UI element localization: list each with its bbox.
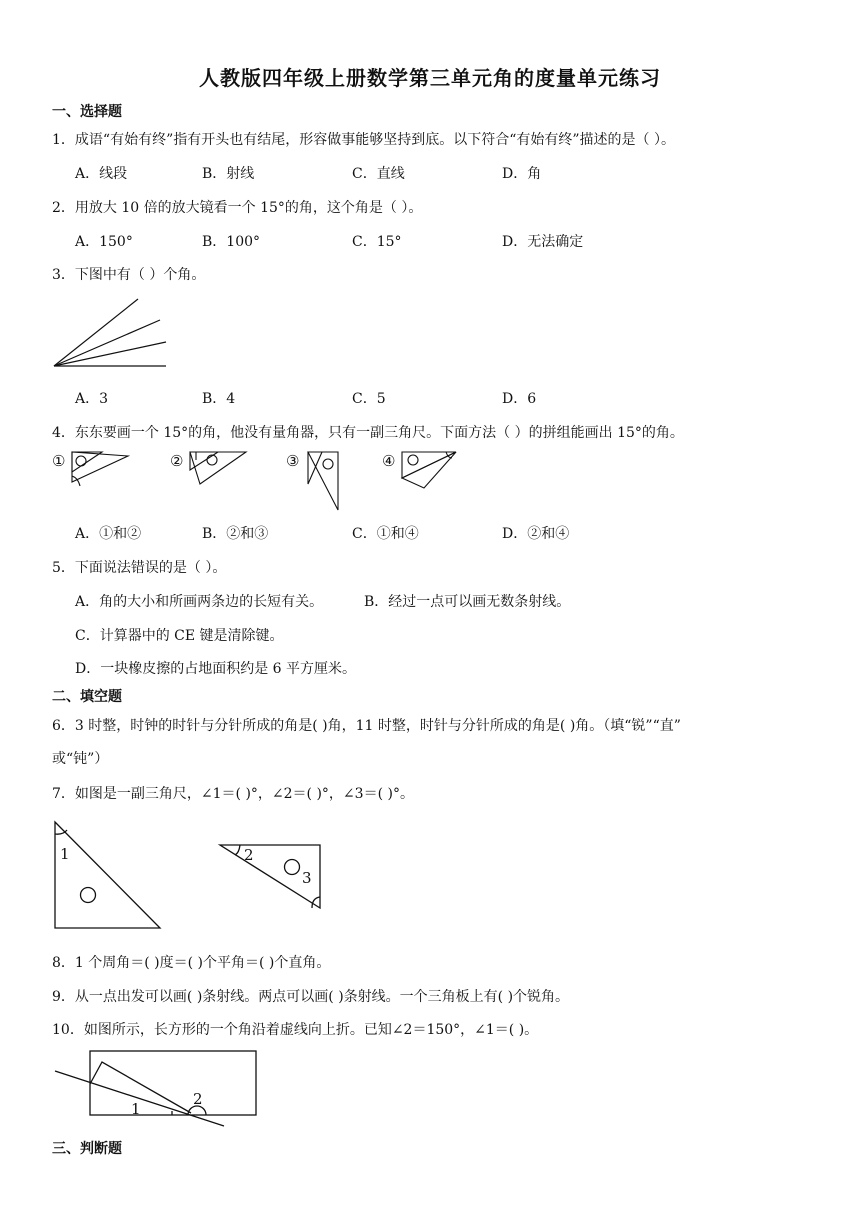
q4-option-a[interactable]: A．①和② [75,526,142,542]
question-3-text: 3．下图中有（ ）个角。 [52,267,206,283]
q1-option-a[interactable]: A．线段 [75,166,128,182]
q5-option-b[interactable]: B．经过一点可以画无数条射线。 [364,594,571,610]
q7-angle-label-1: 1 [60,845,70,863]
q4-figure-label-2: ② [170,452,184,470]
section-heading-judge: 三、判断题 [52,1141,122,1157]
q4-figure-label-4: ④ [382,452,396,470]
question-9-text: 9．从一点出发可以画( )条射线。两点可以画( )条射线。一个三角板上有( )个锐角。 [52,989,570,1005]
q7-angle-label-2: 2 [244,846,254,864]
q4-option-b[interactable]: B．②和③ [202,526,269,542]
q2-option-b[interactable]: B．100° [202,234,261,250]
question-4-text: 4．东东要画一个 15°的角，他没有量角器，只有一副三角尺。下面方法（ ）的拼组能画出 15°的角。 [52,425,684,441]
q1-option-d[interactable]: D．角 [502,166,542,182]
q4-option-c[interactable]: C．①和④ [352,526,419,542]
q5-option-a[interactable]: A．角的大小和所画两条边的长短有关。 [75,594,324,610]
question-8-text: 8．1 个周角＝( )度＝( )个平角＝( )个直角。 [52,955,331,971]
q5-option-d[interactable]: D．一块橡皮擦的占地面积约是 6 平方厘米。 [75,661,357,677]
section-heading-fill: 二、填空题 [52,689,122,705]
q1-option-c[interactable]: C．直线 [352,166,405,182]
question-6-text: 6．3 时整，时钟的时针与分针所成的角是( )角，11 时整，时针与分针所成的角是( )角。（填“锐”“直” [52,718,681,734]
q7-angle-label-3: 3 [302,869,312,887]
q10-angle-label-1: 1 [131,1100,141,1118]
question-10-text: 10．如图所示，长方形的一个角沿着虚线向上折。已知∠2＝150°，∠1＝( )。 [52,1022,539,1038]
page-title: 人教版四年级上册数学第三单元角的度量单元练习 [199,66,661,90]
section-heading-choice: 一、选择题 [52,104,122,120]
q5-option-c[interactable]: C．计算器中的 CE 键是清除键。 [75,628,284,644]
question-2-text: 2．用放大 10 倍的放大镜看一个 15°的角，这个角是（ ）。 [52,200,423,216]
q3-option-a[interactable]: A．3 [75,391,109,407]
q4-figure-label-1: ① [52,452,66,470]
q2-option-a[interactable]: A．150° [75,234,133,250]
q3-option-d[interactable]: D．6 [502,391,537,407]
question-5-text: 5．下面说法错误的是（ ）。 [52,560,227,576]
q1-option-b[interactable]: B．射线 [202,166,255,182]
q3-option-c[interactable]: C．5 [352,391,386,407]
q4-figure-label-3: ③ [286,452,300,470]
rectangle [90,1051,256,1115]
q3-option-b[interactable]: B．4 [202,391,236,407]
q2-option-c[interactable]: C．15° [352,234,402,250]
question-6-text-continued: 或“钝”） [52,751,109,767]
question-1-text: 1．成语“有始有终”指有开头也有结尾，形容做事能够坚持到底。以下符合“有始有终”描述的是（ ）。 [52,132,675,148]
q4-option-d[interactable]: D．②和④ [502,526,570,542]
question-7-text: 7．如图是一副三角尺，∠1＝( )°，∠2＝( )°，∠3＝( )°。 [52,786,414,802]
q2-option-d[interactable]: D．无法确定 [502,234,584,250]
q10-angle-label-2: 2 [193,1090,203,1108]
